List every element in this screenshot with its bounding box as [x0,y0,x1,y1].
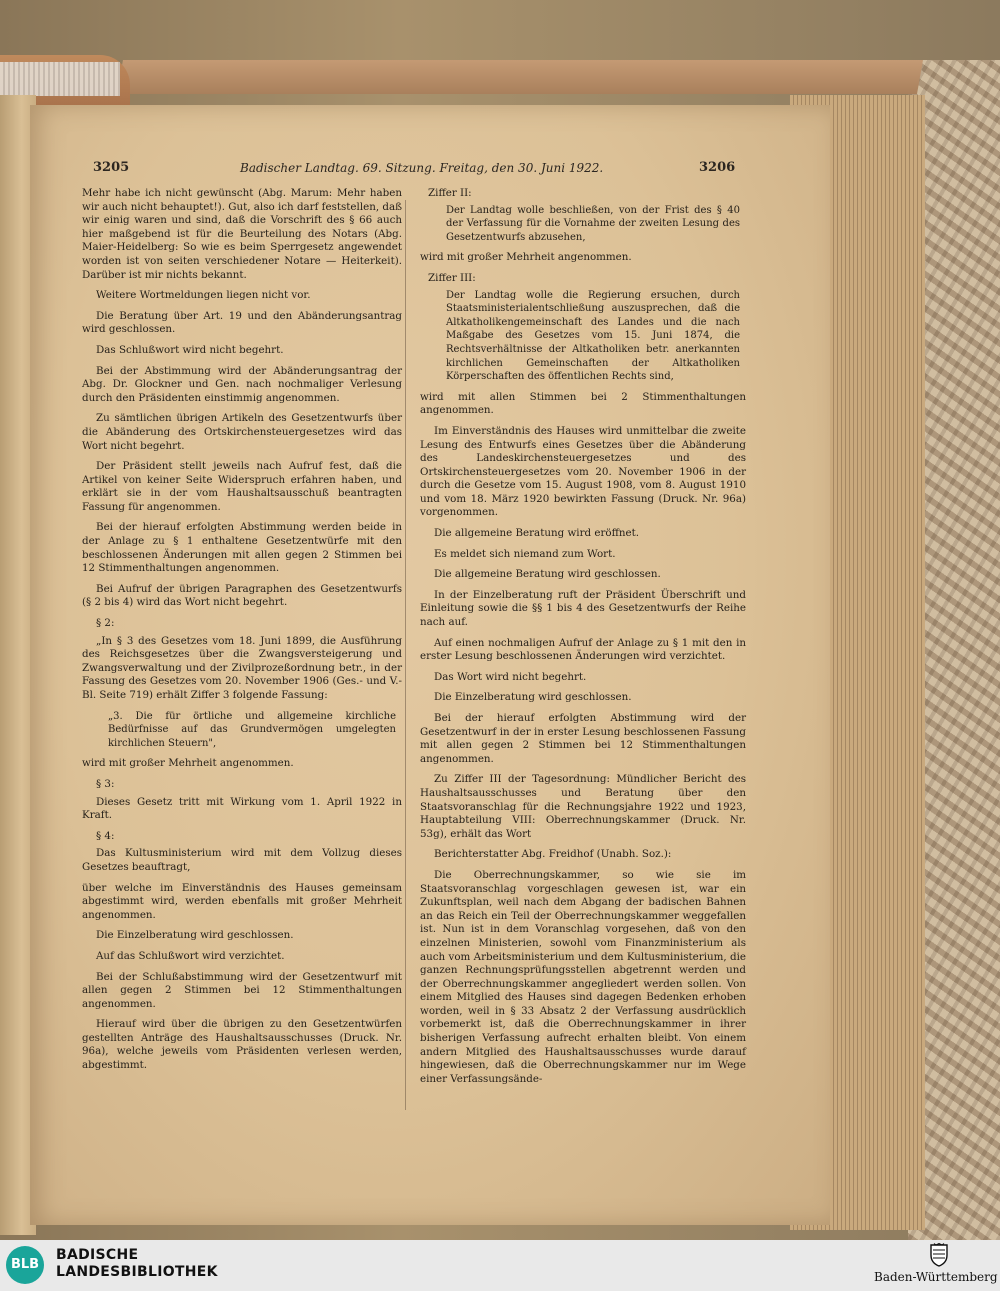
paragraph: Zu sämtlichen übrigen Artikeln des Gesetzentwurfs über die Abänderung des Ortskirchensteuergesetzes wird das Wort nicht begehrt. [82,412,402,452]
coat-of-arms-icon [928,1243,950,1267]
paragraph: Die allgemeine Beratung wird eröffnet. [434,527,640,540]
page-number-left: 3205 [93,160,130,175]
quoted-clause: „3. Die für örtliche und allgemeine kirchliche Bedürfnisse auf das Grundvermögen umgelegten kirchlichen Steuern", [108,710,396,749]
binding-tape [0,62,120,96]
paragraph: „In § 3 des Gesetzes vom 18. Juni 1899, die Ausführung des Reichsgesetzes über die Zwangsversteigerung und Zwangsverwaltung und der Zivilprozeßordnung betr., in der Fassung des Gesetzes vom 20. November 1906 (Ges.- und V.-Bl. Seite 719) erhält Ziffer 3 folgende Fassung: [82,634,402,701]
paragraph: Das Schlußwort wird nicht begehrt. [96,343,284,356]
state-label: Baden-Württemberg [874,1270,998,1284]
paragraph: Die Einzelberatung wird geschlossen. [434,691,632,704]
library-name[interactable] [56,1247,218,1281]
paragraph: Hierauf wird über die übrigen zu den Gesetzentwürfen gestellten Anträge des Haushaltsausschusses (Druck. Nr. 96a), welche jeweils vom Präsidenten verlesen werden, abgestimmt. [82,1018,402,1072]
paragraph: Die allgemeine Beratung wird geschlossen. [434,568,661,581]
agenda-item: Zu Ziffer III der Tagesordnung: Mündlicher Bericht des Haushaltsausschusses und Beratung über den Staatsvoranschlag für die Rechnungsjahre 1922 und 1923, Hauptabteilung VIII: Oberrechnungskammer (Druck. Nr. 53g), erhält das Wort [420,773,746,840]
paragraph: Das Kultusministerium wird mit dem Vollzug dieses Gesetzes beauftragt, [82,847,402,873]
paragraph: Der Präsident stellt jeweils nach Aufruf fest, daß die Artikel von keiner Seite Widerspruch erfahren haben, und erklärt sie in der vom Haushaltsausschuß beantragten Fassung für angenommen. [82,460,402,513]
paragraph: In der Einzelberatung ruft der Präsident Überschrift und Einleitung sowie die §§ 1 bis 4 des Gesetzentwurfs der Reihe nach auf. [420,588,746,629]
speaker-line: Berichterstatter Abg. Freidhof (Unabh. Soz.): [434,848,672,861]
section-heading: § 2: [96,617,115,630]
paragraph: Bei der hierauf erfolgten Abstimmung werden beide in der Anlage zu § 1 enthaltene Gesetzentwürfe mit den beschlossenen Änderungen mit allen gegen 2 Stimmen bei 12 Stimmenthaltungen angenommen. [82,521,402,575]
paragraph: Es meldet sich niemand zum Wort. [434,547,616,560]
left-text-column [82,187,402,1080]
paragraph: Bei der Schlußabstimmung wird der Gesetzentwurf mit allen gegen 2 Stimmen bei 12 Stimmenthaltungen angenommen. [82,970,402,1010]
paragraph: wird mit großer Mehrheit angenommen. [82,757,294,770]
paragraph: Auf das Schlußwort wird verzichtet. [96,949,285,962]
paragraph: Weitere Wortmeldungen liegen nicht vor. [96,289,311,302]
paragraph: wird mit großer Mehrheit angenommen. [420,251,632,264]
blb-logo[interactable]: BLB [6,1246,44,1284]
paragraph: Im Einverständnis des Hauses wird unmittelbar die zweite Lesung des Entwurfs eines Gesetzes über die Abänderung des Landeskirchensteuergesetzes und des Ortskirchensteuergesetzes vom 20. November 1906 in der durch die Gesetze vom 15. August 1908, vom 8. August 1910 und vom 18. März 1920 bewirkten Fassung (Druck. Nr. 96a) vorgenommen. [420,424,746,519]
section-heading: § 3: [96,777,115,790]
paragraph: Die Oberrechnungskammer, so wie sie im Staatsvoranschlag vorgeschlagen gewesen ist, war ein Zukunftsplan, weil nach dem Abgang der badischen Bahnen an das Reich ein Teil der Oberrechnungskammer weggefallen ist. Nun ist in dem Voranschlag vorgesehen, daß von den einzelnen Ministerien, sowohl vom Finanzministerium als auch vom Arbeitsministerium und dem Kultusministerium, die ganzen Rechnungsprüfungsstellen abgetrennt werden und der Oberrechnungskammer angegliedert werden sollen. Von einem Mitglied des Hauses sind dagegen Bedenken erhoben worden, weil in § 33 Absatz 2 der Verfassung ausdrücklich vorbemerkt ist, daß die Oberrechnungskammer in ihrer bisherigen Verfassung aufrecht erhalten bleibt. Von einem andern Mitglied des Haushaltsausschusses wurde darauf hingewiesen, daß die Oberrechnungskammer nur im Wege einer Verfassungsände- [420,868,746,1085]
right-text-column [420,187,746,1093]
paragraph: Bei Aufruf der übrigen Paragraphen des Gesetzentwurfs (§ 2 bis 4) wird das Wort nicht begehrt. [82,582,402,609]
paragraph: über welche im Einverständnis des Hauses gemeinsam abgestimmt wird, werden ebenfalls mit großer Mehrheit angenommen. [82,881,402,921]
paragraph: Bei der Abstimmung wird der Abänderungsantrag der Abg. Dr. Glockner und Gen. nach nochmaliger Verlesung durch den Präsidenten einstimmig angenommen. [82,364,402,404]
section-heading: Ziffer II: [428,187,472,199]
paragraph: Mehr habe ich nicht gewünscht (Abg. Marum: Mehr haben wir auch nicht behauptet!). Gut, also ich darf feststellen, daß wir einig waren und sind, daß die Vorschrift des § 66 auch hier maßgebend ist für die Beurteilung des Notars (Abg. Maier-Heidelberg: So wie es beim Sperrgesetz angewendet worden ist von seiten verschiedener Notare — Heiterkeit). Darüber ist mir nichts bekannt. [82,187,402,281]
running-title: Badischer Landtag. 69. Sitzung. Freitag, den 30. Juni 1922. [240,161,604,175]
paragraph: Bei der hierauf erfolgten Abstimmung wird der Gesetzentwurf in der in erster Lesung beschlossenen Fassung mit allen gegen 2 Stimmen bei 12 Stimmenthaltungen angenommen. [420,712,746,765]
section-heading: § 4: [96,829,115,842]
paragraph: Die Einzelberatung wird geschlossen. [96,929,294,942]
quoted-clause: Der Landtag wolle die Regierung ersuchen, durch Staatsministerialentschließung auszusprechen, daß die Altkatholikengemeinschaft des Landes und die nach Maßgabe des Gesetzes vom 15. Juni 1874, die Rechtsverhältnisse der Altkatholiken betr. anerkannten kirchlichen Gemeinschaften der Altkatholiken Körperschaften des öffentlichen Rechts sind, [446,289,740,383]
library-name-line1: BADISCHE [56,1247,139,1263]
paragraph: Dieses Gesetz tritt mit Wirkung vom 1. April 1922 in Kraft. [82,795,402,822]
page-number-right: 3206 [699,160,736,175]
paragraph: wird mit allen Stimmen bei 2 Stimmenthaltungen angenommen. [420,390,746,417]
section-heading: Ziffer III: [428,271,476,284]
paragraph: Das Wort wird nicht begehrt. [434,670,587,683]
book-board [117,60,923,94]
paragraph: Die Beratung über Art. 19 und den Abänderungsantrag wird geschlossen. [82,309,402,336]
quoted-clause: Der Landtag wolle beschließen, von der Frist des § 40 der Verfassung für die Vornahme der zweiten Lesung des Gesetzentwurfs abzusehen, [446,204,740,243]
library-name-line2: LANDESBIBLIOTHEK [56,1264,218,1280]
paragraph: Auf einen nochmaligen Aufruf der Anlage zu § 1 mit den in erster Lesung beschlossenen Änderungen wird verzichtet. [420,636,746,663]
column-rule [405,200,406,1110]
